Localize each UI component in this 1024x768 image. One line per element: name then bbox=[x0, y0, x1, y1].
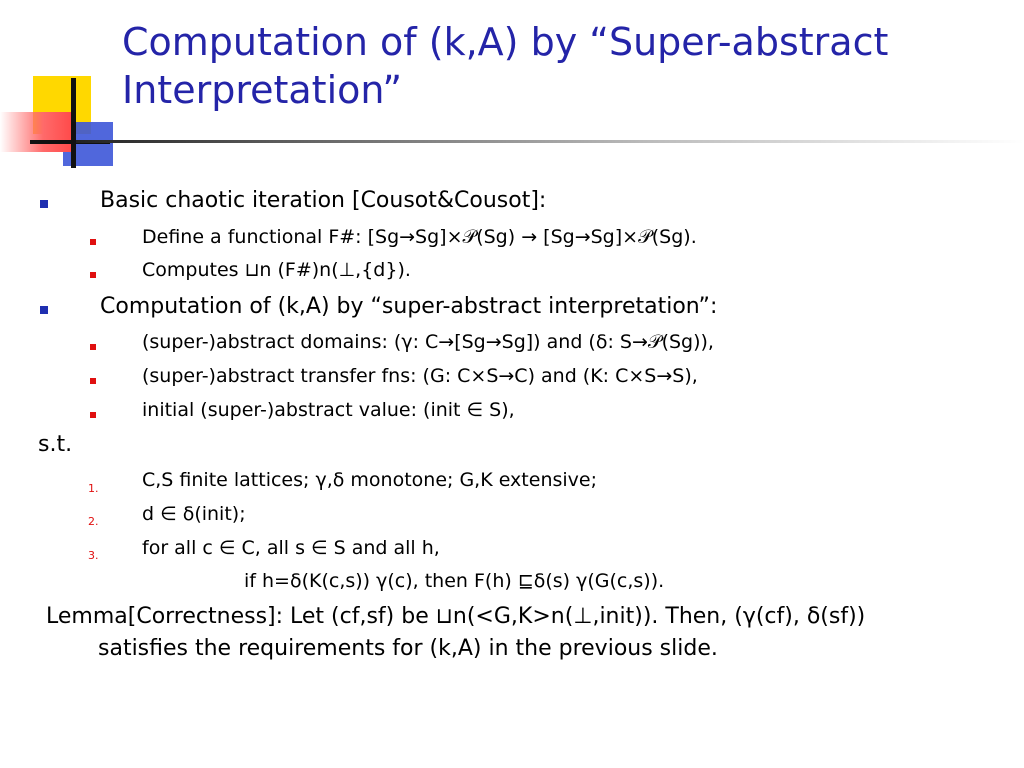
bullet-computation-of-kA: Computation of (k,A) by “super-abstract interpretation”: bbox=[100, 294, 718, 319]
bullet-basic-chaotic-iteration: Basic chaotic iteration [Cousot&Cousot]: bbox=[100, 188, 547, 213]
sub-bullet-marker bbox=[90, 378, 96, 384]
sub-bullet-abstract-domains: (super-)abstract domains: (γ: C→[Sg→Sg]) and (δ: S→𝒫(Sg)), bbox=[142, 331, 714, 353]
condition-if-h: if h=δ(K(c,s)) γ(c), then F(h) ⊑δ(s) γ(G(c,s)). bbox=[244, 570, 665, 592]
decor-red-square bbox=[0, 112, 72, 152]
sub-bullet-marker bbox=[90, 272, 96, 278]
sub-bullet-marker bbox=[90, 239, 96, 245]
sub-bullet-marker bbox=[90, 412, 96, 418]
condition-finite-lattices: C,S finite lattices; γ,δ monotone; G,K extensive; bbox=[142, 469, 597, 491]
decor-vertical-bar bbox=[71, 78, 76, 168]
slide-title: Computation of (k,A) by “Super-abstract Interpretation” bbox=[122, 20, 889, 112]
sub-bullet-transfer-fns: (super-)abstract transfer fns: (G: C×S→C) and (K: C×S→S), bbox=[142, 365, 698, 387]
bullet-marker bbox=[40, 306, 48, 314]
such-that-label: s.t. bbox=[38, 432, 73, 457]
condition-number: 3. bbox=[88, 549, 99, 562]
condition-for-all: for all c ∈ C, all s ∈ S and all h, bbox=[142, 537, 440, 559]
condition-number: 1. bbox=[88, 482, 99, 495]
sub-bullet-initial-value: initial (super-)abstract value: (init ∈ S), bbox=[142, 399, 515, 421]
sub-bullet-marker bbox=[90, 344, 96, 350]
condition-d-in-delta-init: d ∈ δ(init); bbox=[142, 503, 246, 525]
bullet-marker bbox=[40, 200, 48, 208]
sub-bullet-computes: Computes ⊔n (F#)n(⊥,{d}). bbox=[142, 259, 411, 281]
sub-bullet-define-functional: Define a functional F#: [Sg→Sg]×𝒫(Sg) → [Sg→Sg]×𝒫(Sg). bbox=[142, 226, 697, 248]
lemma-correctness-continued: satisfies the requirements for (k,A) in the previous slide. bbox=[98, 636, 718, 661]
lemma-correctness: Lemma[Correctness]: Let (cf,sf) be ⊔n(<G,K>n(⊥,init)). Then, (γ(cf), δ(sf)) bbox=[46, 604, 866, 629]
title-divider bbox=[76, 140, 1024, 143]
condition-number: 2. bbox=[88, 515, 99, 528]
